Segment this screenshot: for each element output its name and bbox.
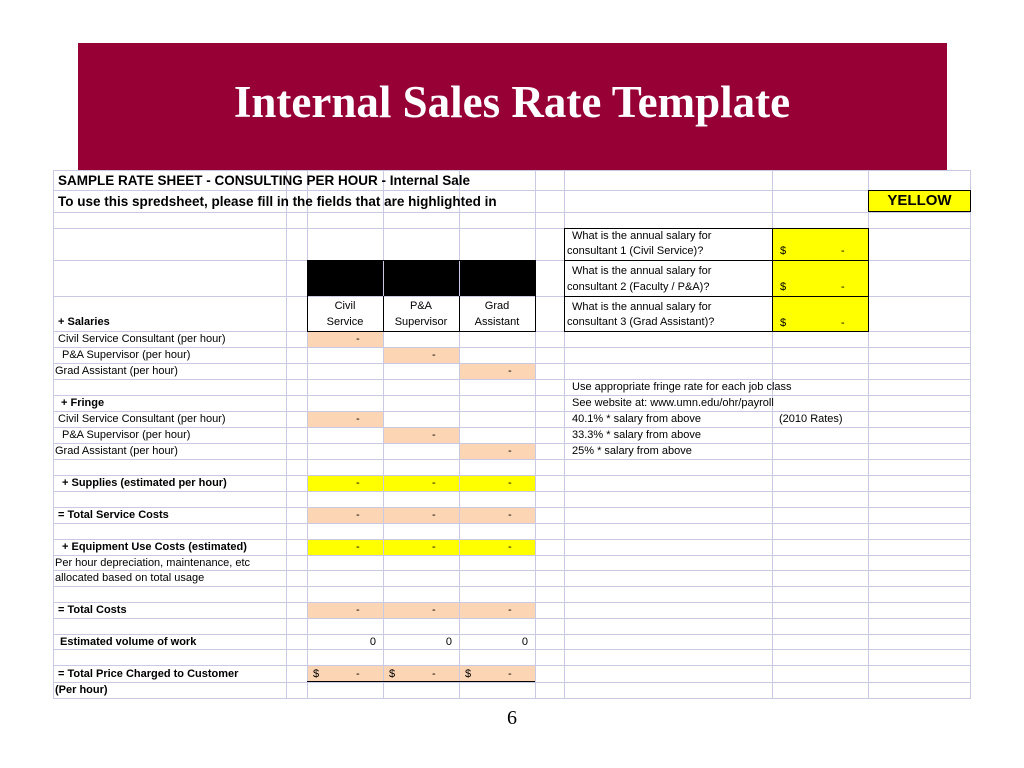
question-divider-1 xyxy=(564,260,869,261)
salary-row-grad: Grad Assistant (per hour) xyxy=(55,365,178,377)
fringe-grad-value: - xyxy=(508,445,512,457)
col-pa-line2: Supervisor xyxy=(394,316,448,328)
fringe-row-civil: Civil Service Consultant (per hour) xyxy=(58,413,226,425)
volume-label: Estimated volume of work xyxy=(60,636,197,648)
total-costs-civil: - xyxy=(356,604,360,616)
price-grad-dollar: $ xyxy=(465,668,472,680)
fringe-pa-value: - xyxy=(432,429,436,441)
price-underline xyxy=(307,681,535,682)
price-grad-value: - xyxy=(508,668,512,680)
total-costs-pa: - xyxy=(432,604,436,616)
salary-3-dollar: $ xyxy=(780,317,787,329)
equipment-pa[interactable]: - xyxy=(432,541,436,553)
salary-3-value[interactable]: - xyxy=(841,317,845,329)
total-service-row[interactable] xyxy=(307,507,535,523)
per-hour-note-2: allocated based on total usage xyxy=(55,572,205,584)
equipment-civil[interactable]: - xyxy=(356,541,360,553)
salary-1-dollar: $ xyxy=(780,245,787,257)
total-service-civil: - xyxy=(356,509,360,521)
cell-civil-fringe[interactable] xyxy=(307,411,383,427)
slide-title: Internal Sales Rate Template xyxy=(233,77,791,127)
sheet-title: SAMPLE RATE SHEET - CONSULTING PER HOUR - Internal Sale xyxy=(58,173,471,188)
fringe-label: + Fringe xyxy=(61,397,105,409)
col-grad-line1: Grad xyxy=(484,300,510,312)
total-costs-grad: - xyxy=(508,604,512,616)
salary-pa-value: - xyxy=(432,349,436,361)
volume-grad[interactable]: 0 xyxy=(521,636,528,648)
rate-spreadsheet xyxy=(53,170,971,699)
per-hour-note-1: Per hour depreciation, maintenance, etc xyxy=(55,557,251,569)
answer-column-divider xyxy=(772,228,773,332)
fringe-note-5: 25% * salary from above xyxy=(572,445,692,457)
cell-pa-salary[interactable] xyxy=(383,347,459,363)
salary-row-civil: Civil Service Consultant (per hour) xyxy=(58,333,226,345)
supplies-grad[interactable]: - xyxy=(508,477,512,489)
question-1-line1: What is the annual salary for xyxy=(572,230,712,242)
col-pa-line1: P&A xyxy=(409,300,432,312)
cell-civil-salary[interactable] xyxy=(307,331,383,347)
salary-1-value[interactable]: - xyxy=(841,245,845,257)
total-costs-label: = Total Costs xyxy=(58,604,127,616)
salaries-label: + Salaries xyxy=(58,316,110,328)
total-price-row[interactable] xyxy=(307,665,535,682)
fringe-row-pa: P&A Supervisor (per hour) xyxy=(62,429,191,441)
supplies-pa[interactable]: - xyxy=(432,477,436,489)
price-pa-dollar: $ xyxy=(389,668,396,680)
fringe-civil-value: - xyxy=(356,413,360,425)
per-hour-label: (Per hour) xyxy=(55,684,108,696)
page-number: 6 xyxy=(507,707,517,729)
cell-grad-salary[interactable] xyxy=(459,363,535,379)
total-price-label: = Total Price Charged to Customer xyxy=(58,668,239,680)
question-3-line1: What is the annual salary for xyxy=(572,301,712,313)
price-civil-dollar: $ xyxy=(313,668,320,680)
fringe-note-3: 40.1% * salary from above xyxy=(572,413,702,425)
col-civil-line2: Service xyxy=(326,316,364,328)
question-1-line2: consultant 1 (Civil Service)? xyxy=(567,245,704,257)
total-service-pa: - xyxy=(432,509,436,521)
total-service-grad: - xyxy=(508,509,512,521)
question-divider-2 xyxy=(564,296,869,297)
question-3-line2: consultant 3 (Grad Assistant)? xyxy=(567,316,715,328)
col-civil-line1: Civil xyxy=(334,300,356,312)
fringe-rates-year: (2010 Rates) xyxy=(779,413,843,425)
question-2-line1: What is the annual salary for xyxy=(572,265,712,277)
fringe-row-grad: Grad Assistant (per hour) xyxy=(55,445,178,457)
salary-2-dollar: $ xyxy=(780,281,787,293)
salary-civil-value: - xyxy=(356,333,360,345)
volume-pa[interactable]: 0 xyxy=(445,636,452,648)
equipment-grad[interactable]: - xyxy=(508,541,512,553)
supplies-input-row[interactable] xyxy=(307,475,535,491)
yellow-legend: YELLOW xyxy=(887,192,952,209)
equipment-label: + Equipment Use Costs (estimated) xyxy=(62,541,247,553)
fringe-note-2: See website at: www.umn.edu/ohr/payroll xyxy=(572,397,774,409)
salary-row-pa: P&A Supervisor (per hour) xyxy=(62,349,191,361)
supplies-label: + Supplies (estimated per hour) xyxy=(62,477,227,489)
total-service-label: = Total Service Costs xyxy=(58,509,169,521)
price-civil-value: - xyxy=(356,668,360,680)
col-grad-line2: Assistant xyxy=(474,316,520,328)
salary-grad-value: - xyxy=(508,365,512,377)
fringe-note-4: 33.3% * salary from above xyxy=(572,429,702,441)
fringe-note-1: Use appropriate fringe rate for each job class xyxy=(572,381,792,393)
question-2-line2: consultant 2 (Faculty / P&A)? xyxy=(567,281,710,293)
volume-civil[interactable]: 0 xyxy=(369,636,376,648)
total-costs-row[interactable] xyxy=(307,602,535,618)
supplies-civil[interactable]: - xyxy=(356,477,360,489)
equipment-input-row[interactable] xyxy=(307,539,535,555)
cell-grad-fringe[interactable] xyxy=(459,443,535,459)
price-pa-value: - xyxy=(432,668,436,680)
salary-2-value[interactable]: - xyxy=(841,281,845,293)
cell-pa-fringe[interactable] xyxy=(383,427,459,443)
sheet-instructions: To use this spredsheet, please fill in the fields that are highlighted in xyxy=(58,194,497,209)
